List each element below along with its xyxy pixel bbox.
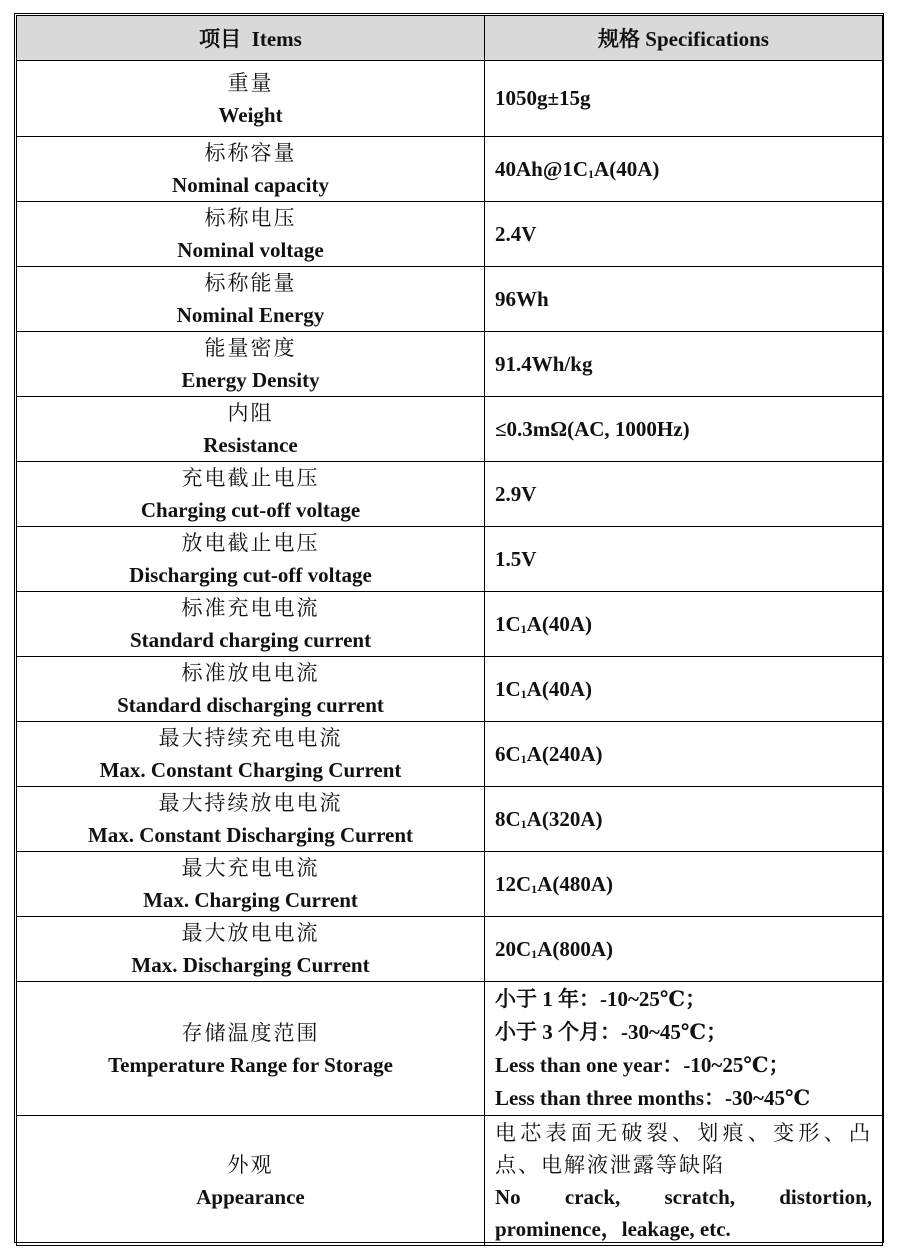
spec-cell: $1C_1A(40A)$ (485, 657, 883, 722)
item-cn: 标称电压 (204, 206, 297, 230)
item-cn: 标准放电电流 (181, 661, 320, 685)
item-cell (17, 1116, 485, 1246)
table-row (17, 332, 883, 397)
spec-cell: 2.4V (485, 202, 883, 267)
item-cell (17, 267, 485, 332)
item-en: Discharging cut-off voltage (129, 563, 372, 587)
header-items: 项目 Items (17, 16, 485, 61)
item-cell (17, 982, 485, 1116)
spec-cell: 2.9V (485, 462, 883, 527)
item-cell (17, 397, 485, 462)
spec-line: Less than three months：-30~45℃ (495, 1085, 811, 1110)
item-cell (17, 592, 485, 657)
item-en: Energy Density (181, 368, 320, 392)
spec-line: 小于 3 个月：-30~45℃； (495, 1019, 728, 1044)
item-en: Standard discharging current (117, 693, 384, 717)
table-row (17, 982, 883, 1116)
header-row (17, 16, 883, 61)
item-cell (17, 852, 485, 917)
item-en: Nominal capacity (172, 173, 329, 197)
item-cell (17, 657, 485, 722)
table-row (17, 787, 883, 852)
item-en: Appearance (196, 1184, 305, 1209)
table-row (17, 137, 883, 202)
item-en: Max. Charging Current (143, 888, 358, 912)
table-row (17, 61, 883, 137)
spec-line: Less than one year：-10~25℃； (495, 1052, 790, 1077)
spec-cell: $1C_1A(40A)$ (485, 592, 883, 657)
spec-cell: $20C_1A(800A)$ (485, 917, 883, 982)
item-cn: 最大持续放电电流 (158, 791, 343, 815)
spec-cell: ≤0.3mΩ(AC, 1000Hz) (485, 397, 883, 462)
spec-cell (485, 982, 883, 1116)
spec-cell: 96Wh (485, 267, 883, 332)
spec-cell: $12C_1A(480A)$ (485, 852, 883, 917)
item-en: Temperature Range for Storage (108, 1052, 393, 1077)
table-row (17, 852, 883, 917)
item-cell (17, 61, 485, 137)
spec-cell: 91.4Wh/kg (485, 332, 883, 397)
item-cn: 能量密度 (204, 336, 297, 360)
header-specs: 规格 Specifications (485, 16, 883, 61)
item-cell (17, 527, 485, 592)
item-cn: 标称能量 (204, 271, 297, 295)
spec-line: 点、电解液泄露等缺陷 (495, 1152, 725, 1177)
item-cell (17, 722, 485, 787)
spec-line: prominence，leakage, etc. (495, 1216, 731, 1241)
table-row (17, 397, 883, 462)
item-cell (17, 917, 485, 982)
table-row (17, 462, 883, 527)
item-en: Max. Discharging Current (131, 953, 370, 977)
item-cn: 标准充电电流 (181, 596, 320, 620)
table-row (17, 1116, 883, 1246)
table-row (17, 657, 883, 722)
item-cn: 标称容量 (204, 141, 297, 165)
spec-cell (485, 1116, 883, 1246)
table-row (17, 267, 883, 332)
spec-cell: $6C_1A(240A)$ (485, 722, 883, 787)
item-cell (17, 787, 485, 852)
item-cn: 最大持续充电电流 (158, 726, 343, 750)
item-cell (17, 462, 485, 527)
item-en: Max. Constant Charging Current (99, 758, 402, 782)
spec-cell: $40Ah@1C_1A(40A)$ (485, 137, 883, 202)
spec-line: 小于 1 年：-10~25℃； (495, 986, 707, 1011)
spec-line: No crack, scratch, distortion, (495, 1184, 872, 1209)
table-row (17, 917, 883, 982)
item-en: Resistance (203, 433, 298, 457)
item-cell (17, 202, 485, 267)
spec-cell: 1050g±15g (485, 61, 883, 137)
table-row (17, 202, 883, 267)
item-en: Charging cut-off voltage (140, 498, 361, 522)
spec-cell: 1.5V (485, 527, 883, 592)
item-cn: 内阻 (227, 401, 274, 425)
item-cn: 最大充电电流 (181, 856, 320, 880)
item-cell (17, 332, 485, 397)
spec-cell: $8C_1A(320A)$ (485, 787, 883, 852)
item-cn: 存储温度范围 (181, 1020, 320, 1045)
item-en: Weight (218, 102, 283, 127)
item-cn: 外观 (227, 1152, 274, 1177)
item-en: Nominal Energy (176, 303, 325, 327)
table-row (17, 527, 883, 592)
item-cn: 放电截止电压 (181, 531, 320, 555)
item-cell (17, 137, 485, 202)
item-cn: 重量 (227, 70, 274, 95)
spec-line: 电芯表面无破裂、划痕、变形、凸 (495, 1120, 872, 1145)
table-row (17, 722, 883, 787)
item-en: Nominal voltage (177, 238, 324, 262)
table-row (17, 592, 883, 657)
item-en: Max. Constant Discharging Current (87, 823, 414, 847)
item-cn: 最大放电电流 (181, 921, 320, 945)
item-en: Standard charging current (129, 628, 372, 652)
item-cn: 充电截止电压 (181, 466, 320, 490)
spec-table (16, 15, 883, 1246)
